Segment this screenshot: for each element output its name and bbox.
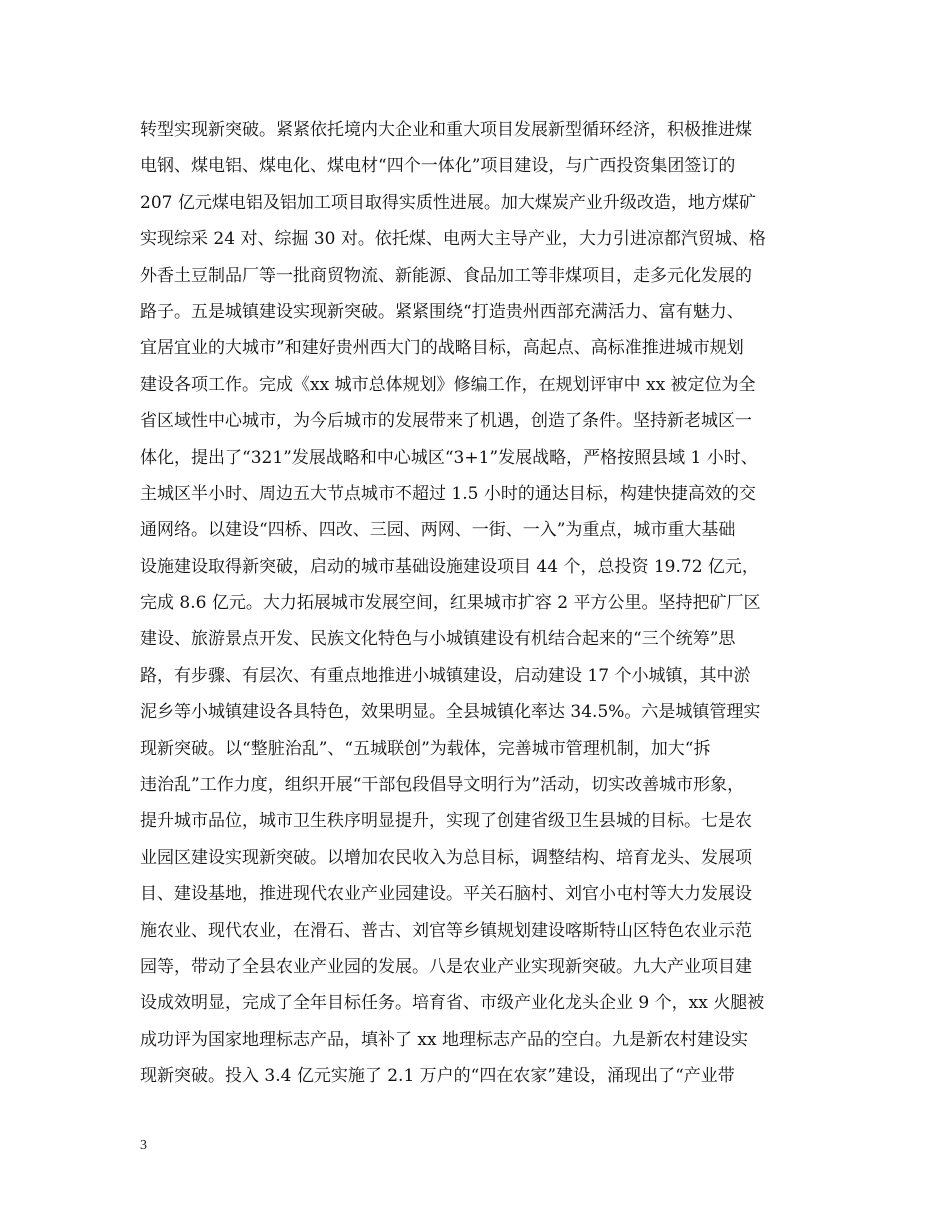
text-line: 外香土豆制品厂等一批商贸物流、新能源、食品加工等非煤项目，走多元化发展的: [140, 265, 752, 286]
text-line: 路，有步骤、有层次、有重点地推进小城镇建设，启动建设 17 个小城镇，其中淤: [140, 665, 751, 686]
text-line: 207 亿元煤电铝及铝加工项目取得实质性进展。加大煤炭产业升级改造，地方煤矿: [140, 192, 756, 213]
text-line: 成功评为国家地理标志产品，填补了 xx 地理标志产品的空白。九是新农村建设实: [140, 1029, 748, 1050]
text-line: 违治乱”工作力度，组织开展“干部包段倡导文明行为”活动，切实改善城市形象，: [140, 775, 745, 796]
text-line: 现新突破。以“整脏治乱”、“五城联创”为载体，完善城市管理机制，加大“拆: [140, 738, 711, 759]
text-line: 体化，提出了“321”发展战略和中心城区“3+1”发展战略，严格按照县域 1 小时、: [140, 447, 758, 468]
text-line: 业园区建设实现新突破。以增加农民收入为总目标，调整结构、培育龙头、发展项: [140, 847, 752, 868]
text-line: 施农业、现代农业，在滑石、普古、刘官等乡镇规划建设喀斯特山区特色农业示范: [140, 920, 752, 941]
text-line: 通网络。以建设“四桥、四改、三园、两网、一街、一入”为重点，城市重大基础: [140, 520, 736, 541]
text-line: 电钢、煤电铝、煤电化、煤电材“四个一体化”项目建设，与广西投资集团签订的: [140, 156, 736, 177]
text-line: 目、建设基地，推进现代农业产业园建设。平关石脑村、刘官小屯村等大力发展设: [140, 884, 752, 905]
text-line: 宜居宜业的大城市”和建好贵州西大门的战略目标，高起点、高标准推进城市规划: [140, 338, 744, 359]
text-line: 设施建设取得新突破，启动的城市基础设施建设项目 44 个，总投资 19.72 亿元，: [140, 556, 759, 577]
body-text: [140, 112, 820, 1095]
text-line: 完成 8.6 亿元。大力拓展城市发展空间，红果城市扩容 2 平方公里。坚持把矿厂区: [140, 593, 761, 614]
text-line: 省区域性中心城市，为今后城市的发展带来了机遇，创造了条件。坚持新老城区一: [140, 411, 752, 432]
text-line: 现新突破。投入 3.4 亿元实施了 2.1 万户的“四在农家”建设，涌现出了“产业带: [140, 1066, 735, 1087]
text-line: 建设、旅游景点开发、民族文化特色与小城镇建设有机结合起来的“三个统筹”思: [140, 629, 736, 650]
text-line: 建设各项工作。完成《xx 城市总体规划》修编工作，在规划评审中 xx 被定位为全: [140, 374, 756, 395]
text-line: 主城区半小时、周边五大节点城市不超过 1.5 小时的通达目标，构建快捷高效的交: [140, 483, 756, 504]
text-line: 泥乡等小城镇建设各具特色，效果明显。全县城镇化率达 34.5%。六是城镇管理实: [140, 702, 761, 723]
text-line: 园等，带动了全县农业产业园的发展。八是农业产业实现新突破。九大产业项目建: [140, 956, 752, 977]
page-number: 3: [140, 1138, 147, 1153]
text-line: 路子。五是城镇建设实现新突破。紧紧围绕“打造贵州西部充满活力、富有魅力、: [140, 301, 744, 322]
text-line: 设成效明显，完成了全年目标任务。培育省、市级产业化龙头企业 9 个，xx 火腿被: [140, 993, 765, 1014]
text-line: 转型实现新突破。紧紧依托境内大企业和重大项目发展新型循环经济，积极推进煤: [140, 120, 752, 140]
text-line: 提升城市品位，城市卫生秩序明显提升，实现了创建省级卫生县城的目标。七是农: [140, 811, 752, 832]
text-line: 实现综采 24 对、综掘 30 对。依托煤、电两大主导产业，大力引进凉都汽贸城、格: [140, 229, 766, 250]
